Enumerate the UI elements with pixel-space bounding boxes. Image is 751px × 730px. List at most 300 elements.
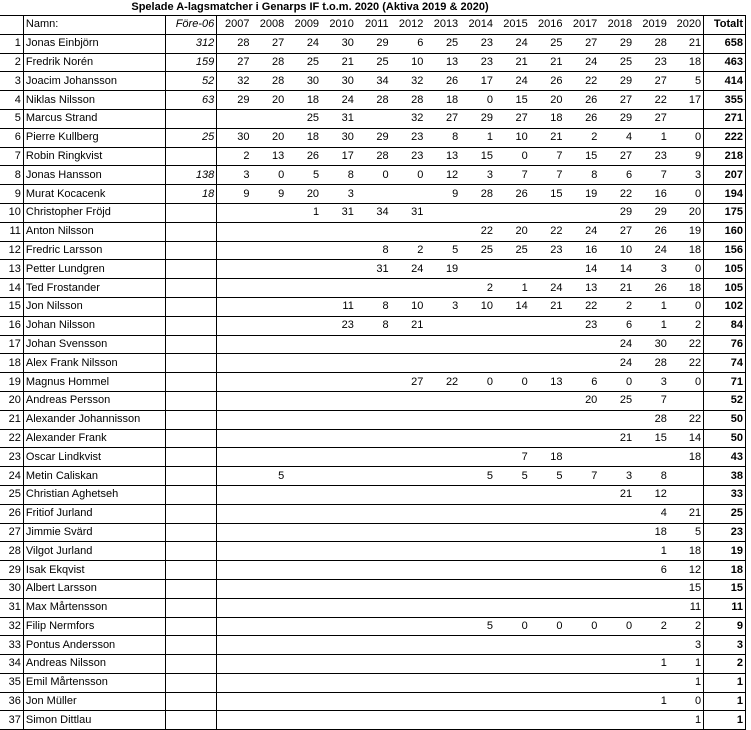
year-cell: 15 — [480, 149, 493, 162]
header-fore: Före-06 — [166, 16, 217, 35]
year-cell: 26 — [550, 74, 563, 87]
year-cell — [217, 579, 252, 598]
year-cell — [217, 429, 252, 448]
year-cell — [391, 523, 426, 542]
year-cell — [391, 598, 426, 617]
year-cell — [460, 504, 495, 523]
year-cell — [217, 542, 252, 561]
year-cell — [634, 448, 669, 467]
year-cell: 26 — [585, 93, 598, 106]
year-cell — [495, 504, 530, 523]
player-name: Albert Larsson — [23, 579, 165, 598]
year-cell: 18 — [654, 525, 667, 538]
year-cell — [599, 542, 634, 561]
before-2006-cell — [166, 410, 217, 429]
player-name: Fredrik Norén — [23, 53, 165, 72]
before-2006-cell — [166, 542, 217, 561]
year-cell — [286, 655, 321, 674]
year-cell: 25 — [515, 243, 528, 256]
year-cell — [252, 692, 287, 711]
year-cell — [356, 279, 391, 298]
year-cell: 31 — [341, 112, 354, 125]
year-cell: 0 — [521, 619, 528, 632]
player-name: Andreas Nilsson — [23, 655, 165, 674]
year-cell: 20 — [306, 187, 320, 200]
year-cell: 15 — [515, 93, 528, 106]
player-name: Simon Dittlau — [23, 711, 165, 730]
year-cell — [286, 636, 321, 655]
year-cell — [391, 542, 426, 561]
year-cell: 1 — [486, 131, 493, 144]
before-2006-cell: 63 — [166, 91, 217, 110]
before-2006-cell — [166, 373, 217, 392]
year-cell: 1 — [660, 695, 667, 708]
year-cell — [217, 673, 252, 692]
total-cell: 84 — [704, 316, 746, 335]
row-number: 26 — [8, 507, 21, 520]
year-cell — [425, 203, 460, 222]
year-cell: 8 — [591, 168, 598, 181]
year-cell — [599, 410, 634, 429]
year-cell — [252, 373, 287, 392]
year-cell — [565, 692, 600, 711]
before-2006-cell: 18 — [166, 185, 217, 204]
year-cell — [217, 279, 252, 298]
year-cell: 3 — [452, 300, 459, 313]
year-cell: 7 — [556, 149, 563, 162]
row-number: 6 — [14, 131, 21, 144]
before-2006-cell — [166, 523, 217, 542]
year-cell — [425, 523, 460, 542]
table-row — [0, 711, 746, 730]
year-cell: 28 — [654, 37, 667, 50]
year-cell — [252, 561, 287, 580]
year-cell: 1 — [660, 544, 667, 557]
year-cell — [217, 711, 252, 730]
year-cell — [321, 692, 356, 711]
year-cell — [495, 655, 530, 674]
row-number: 23 — [8, 450, 21, 463]
player-name: Fredric Larsson — [23, 241, 165, 260]
player-name: Marcus Strand — [23, 109, 165, 128]
year-cell: 2 — [660, 619, 667, 632]
year-cell — [634, 579, 669, 598]
year-cell: 22 — [445, 375, 459, 388]
year-cell — [286, 260, 321, 279]
year-cell: 13 — [445, 55, 459, 68]
player-name: Jonas Hansson — [23, 166, 165, 185]
before-2006-cell — [166, 203, 217, 222]
year-cell: 10 — [480, 300, 493, 313]
table-row — [0, 53, 746, 72]
table-row — [0, 91, 746, 110]
year-cell: 27 — [515, 112, 528, 125]
year-cell: 1 — [660, 300, 667, 313]
year-cell: 34 — [376, 206, 389, 219]
year-cell: 23 — [585, 319, 598, 332]
year-cell — [565, 523, 600, 542]
year-cell: 18 — [688, 450, 702, 463]
year-cell — [321, 260, 356, 279]
year-cell — [599, 523, 634, 542]
year-cell: 20 — [550, 93, 563, 106]
year-cell: 1 — [521, 281, 528, 294]
before-2006-cell — [166, 429, 217, 448]
year-cell — [321, 429, 356, 448]
year-cell — [530, 354, 565, 373]
year-cell: 29 — [654, 206, 667, 219]
year-cell: 0 — [695, 300, 702, 313]
player-name: Isak Ekqvist — [23, 561, 165, 580]
table-row — [0, 279, 746, 298]
year-cell: 30 — [341, 74, 354, 87]
year-cell: 5 — [695, 525, 702, 538]
year-cell — [321, 354, 356, 373]
table-row — [0, 128, 746, 147]
year-cell: 29 — [376, 37, 389, 50]
year-cell — [460, 636, 495, 655]
year-cell: 5 — [695, 74, 702, 87]
total-cell: 71 — [704, 373, 746, 392]
year-cell — [460, 523, 495, 542]
year-cell: 23 — [341, 319, 354, 332]
header-year: 2017 — [572, 18, 598, 31]
year-cell: 25 — [550, 37, 563, 50]
year-cell: 10 — [515, 131, 528, 144]
year-cell: 9 — [278, 187, 285, 200]
year-cell — [565, 354, 600, 373]
year-cell — [530, 485, 565, 504]
year-cell: 18 — [306, 131, 320, 144]
year-cell: 27 — [272, 37, 285, 50]
year-cell — [565, 655, 600, 674]
year-cell — [669, 485, 704, 504]
year-cell — [425, 673, 460, 692]
player-name: Jimmie Svärd — [23, 523, 165, 542]
matches-table — [0, 15, 746, 730]
year-cell: 29 — [619, 37, 633, 50]
year-cell: 32 — [237, 74, 250, 87]
year-cell: 24 — [515, 37, 528, 50]
year-cell: 16 — [654, 187, 667, 200]
year-cell — [217, 335, 252, 354]
year-cell: 28 — [237, 37, 250, 50]
player-name: Anton Nilsson — [23, 222, 165, 241]
year-cell: 24 — [515, 74, 528, 87]
total-cell: 43 — [704, 448, 746, 467]
header-year: 2011 — [364, 18, 389, 31]
before-2006-cell — [166, 241, 217, 260]
year-cell — [252, 579, 287, 598]
year-cell — [460, 203, 495, 222]
year-cell: 1 — [695, 657, 702, 670]
year-cell — [252, 542, 287, 561]
year-cell — [460, 316, 495, 335]
year-cell — [495, 598, 530, 617]
year-cell — [425, 579, 460, 598]
year-cell — [495, 579, 530, 598]
year-cell — [495, 673, 530, 692]
year-cell — [217, 316, 252, 335]
row-number: 10 — [8, 206, 21, 219]
year-cell — [599, 561, 634, 580]
year-cell — [599, 636, 634, 655]
year-cell — [321, 598, 356, 617]
year-cell — [425, 561, 460, 580]
year-cell — [634, 598, 669, 617]
year-cell: 8 — [452, 131, 459, 144]
before-2006-cell — [166, 617, 217, 636]
table-row — [0, 448, 746, 467]
year-cell: 15 — [688, 582, 702, 595]
year-cell: 23 — [480, 55, 493, 68]
year-cell — [217, 410, 252, 429]
row-number: 35 — [8, 676, 21, 689]
year-cell: 24 — [411, 262, 424, 275]
row-number: 1 — [14, 37, 21, 50]
year-cell: 25 — [445, 37, 459, 50]
before-2006-cell — [166, 316, 217, 335]
year-cell — [565, 542, 600, 561]
year-cell — [460, 429, 495, 448]
year-cell — [321, 373, 356, 392]
year-cell — [460, 711, 495, 730]
table-row — [0, 561, 746, 580]
year-cell — [425, 429, 460, 448]
year-cell: 13 — [585, 281, 598, 294]
row-number: 36 — [8, 695, 21, 708]
year-cell: 31 — [411, 206, 424, 219]
year-cell: 24 — [585, 55, 598, 68]
year-cell — [565, 448, 600, 467]
before-2006-cell: 138 — [166, 166, 217, 185]
year-cell — [286, 561, 321, 580]
year-cell — [286, 410, 321, 429]
player-name: Niklas Nilsson — [23, 91, 165, 110]
year-cell: 17 — [480, 74, 493, 87]
before-2006-cell — [166, 636, 217, 655]
before-2006-cell: 25 — [166, 128, 217, 147]
year-cell: 14 — [515, 300, 528, 313]
year-cell: 29 — [237, 93, 250, 106]
player-name: Christopher Fröjd — [23, 203, 165, 222]
year-cell: 3 — [695, 638, 702, 651]
year-cell — [356, 692, 391, 711]
table-row — [0, 203, 746, 222]
player-name: Max Mårtensson — [23, 598, 165, 617]
year-cell: 2 — [695, 319, 702, 332]
year-cell: 23 — [654, 149, 667, 162]
total-cell: 50 — [704, 410, 746, 429]
year-cell: 13 — [445, 149, 459, 162]
year-cell: 4 — [625, 131, 633, 144]
row-number: 7 — [14, 149, 21, 162]
year-cell — [321, 655, 356, 674]
year-cell: 21 — [550, 300, 563, 313]
year-cell — [530, 391, 565, 410]
year-cell — [391, 504, 426, 523]
player-name: Metin Caliskan — [23, 467, 165, 486]
year-cell: 6 — [625, 168, 633, 181]
year-cell — [321, 410, 356, 429]
year-cell — [252, 711, 287, 730]
year-cell: 6 — [625, 319, 633, 332]
row-number: 29 — [8, 563, 21, 576]
year-cell — [286, 692, 321, 711]
year-cell — [217, 354, 252, 373]
before-2006-cell — [166, 109, 217, 128]
year-cell — [530, 523, 565, 542]
year-cell — [425, 279, 460, 298]
year-cell — [495, 410, 530, 429]
year-cell — [460, 485, 495, 504]
year-cell: 0 — [695, 187, 702, 200]
year-cell: 32 — [411, 74, 424, 87]
year-cell — [495, 542, 530, 561]
year-cell: 2 — [591, 131, 598, 144]
year-cell: 18 — [688, 281, 702, 294]
year-cell — [460, 354, 495, 373]
year-cell: 18 — [688, 55, 702, 68]
year-cell: 20 — [272, 93, 285, 106]
year-cell — [321, 279, 356, 298]
year-cell — [599, 673, 634, 692]
row-number: 24 — [8, 469, 21, 482]
year-cell: 3 — [695, 168, 702, 181]
total-cell: 1 — [704, 711, 746, 730]
year-cell — [356, 617, 391, 636]
year-cell — [286, 429, 321, 448]
year-cell: 26 — [654, 225, 667, 238]
year-cell — [495, 523, 530, 542]
year-cell: 0 — [695, 375, 702, 388]
year-cell — [356, 523, 391, 542]
year-cell — [634, 636, 669, 655]
year-cell: 27 — [411, 375, 424, 388]
year-cell: 16 — [585, 243, 598, 256]
table-row — [0, 523, 746, 542]
table-row — [0, 185, 746, 204]
year-cell: 1 — [660, 657, 667, 670]
year-cell — [321, 485, 356, 504]
year-cell — [252, 241, 287, 260]
player-name: Filip Nermfors — [23, 617, 165, 636]
row-number: 14 — [8, 281, 21, 294]
year-cell: 2 — [695, 619, 702, 632]
year-cell — [599, 579, 634, 598]
year-cell: 2 — [243, 149, 250, 162]
year-cell: 3 — [243, 168, 250, 181]
year-cell — [391, 673, 426, 692]
year-cell — [286, 448, 321, 467]
year-cell: 24 — [619, 356, 633, 369]
year-cell: 26 — [585, 112, 598, 125]
year-cell — [391, 335, 426, 354]
year-cell: 28 — [272, 74, 285, 87]
year-cell — [217, 391, 252, 410]
total-cell: 50 — [704, 429, 746, 448]
player-name: Ted Frostander — [23, 279, 165, 298]
total-cell: 15 — [704, 579, 746, 598]
table-row — [0, 34, 746, 53]
year-cell — [460, 598, 495, 617]
year-cell — [252, 335, 287, 354]
year-cell — [425, 391, 460, 410]
year-cell — [460, 579, 495, 598]
year-cell — [391, 636, 426, 655]
year-cell: 28 — [376, 93, 389, 106]
year-cell — [321, 542, 356, 561]
total-cell: 23 — [704, 523, 746, 542]
total-cell: 38 — [704, 467, 746, 486]
before-2006-cell — [166, 297, 217, 316]
total-cell: 1 — [704, 692, 746, 711]
row-number: 18 — [8, 356, 21, 369]
year-cell: 10 — [411, 55, 424, 68]
player-name: Vilgot Jurland — [23, 542, 165, 561]
table-row — [0, 391, 746, 410]
total-cell: 52 — [704, 391, 746, 410]
total-cell: 9 — [704, 617, 746, 636]
page-title: Spelade A-lagsmatcher i Genarps IF t.o.m. 2020 (Aktiva 2019 & 2020) — [131, 1, 489, 13]
year-cell: 22 — [550, 225, 563, 238]
row-number: 13 — [8, 262, 21, 275]
before-2006-cell — [166, 504, 217, 523]
row-number: 28 — [8, 544, 21, 557]
year-cell: 23 — [654, 55, 667, 68]
player-name: Murat Kocacenk — [23, 185, 165, 204]
total-cell: 194 — [704, 185, 746, 204]
year-cell: 20 — [585, 394, 598, 407]
year-cell — [217, 203, 252, 222]
year-cell: 27 — [585, 37, 598, 50]
header-year: 2014 — [468, 18, 493, 31]
year-cell — [530, 316, 565, 335]
year-cell — [356, 561, 391, 580]
year-cell — [425, 692, 460, 711]
year-cell — [321, 673, 356, 692]
year-cell — [565, 504, 600, 523]
year-cell: 24 — [585, 225, 598, 238]
year-cell — [530, 598, 565, 617]
year-cell — [565, 429, 600, 448]
year-cell — [530, 504, 565, 523]
year-cell: 8 — [382, 243, 389, 256]
year-cell — [286, 279, 321, 298]
before-2006-cell: 159 — [166, 53, 217, 72]
year-cell — [252, 636, 287, 655]
year-cell — [495, 203, 530, 222]
year-cell: 26 — [515, 187, 528, 200]
total-cell: 3 — [704, 636, 746, 655]
year-cell: 30 — [341, 131, 354, 144]
year-cell — [460, 391, 495, 410]
year-cell: 28 — [480, 187, 493, 200]
year-cell — [425, 636, 460, 655]
year-cell — [217, 692, 252, 711]
year-cell — [599, 692, 634, 711]
year-cell: 3 — [625, 469, 633, 482]
year-cell: 1 — [695, 713, 702, 726]
year-cell — [356, 655, 391, 674]
year-cell — [495, 711, 530, 730]
year-cell: 19 — [688, 225, 702, 238]
before-2006-cell: 52 — [166, 72, 217, 91]
player-name: Fritiof Jurland — [23, 504, 165, 523]
year-cell: 28 — [376, 149, 389, 162]
year-cell: 20 — [272, 131, 285, 144]
year-cell — [391, 448, 426, 467]
